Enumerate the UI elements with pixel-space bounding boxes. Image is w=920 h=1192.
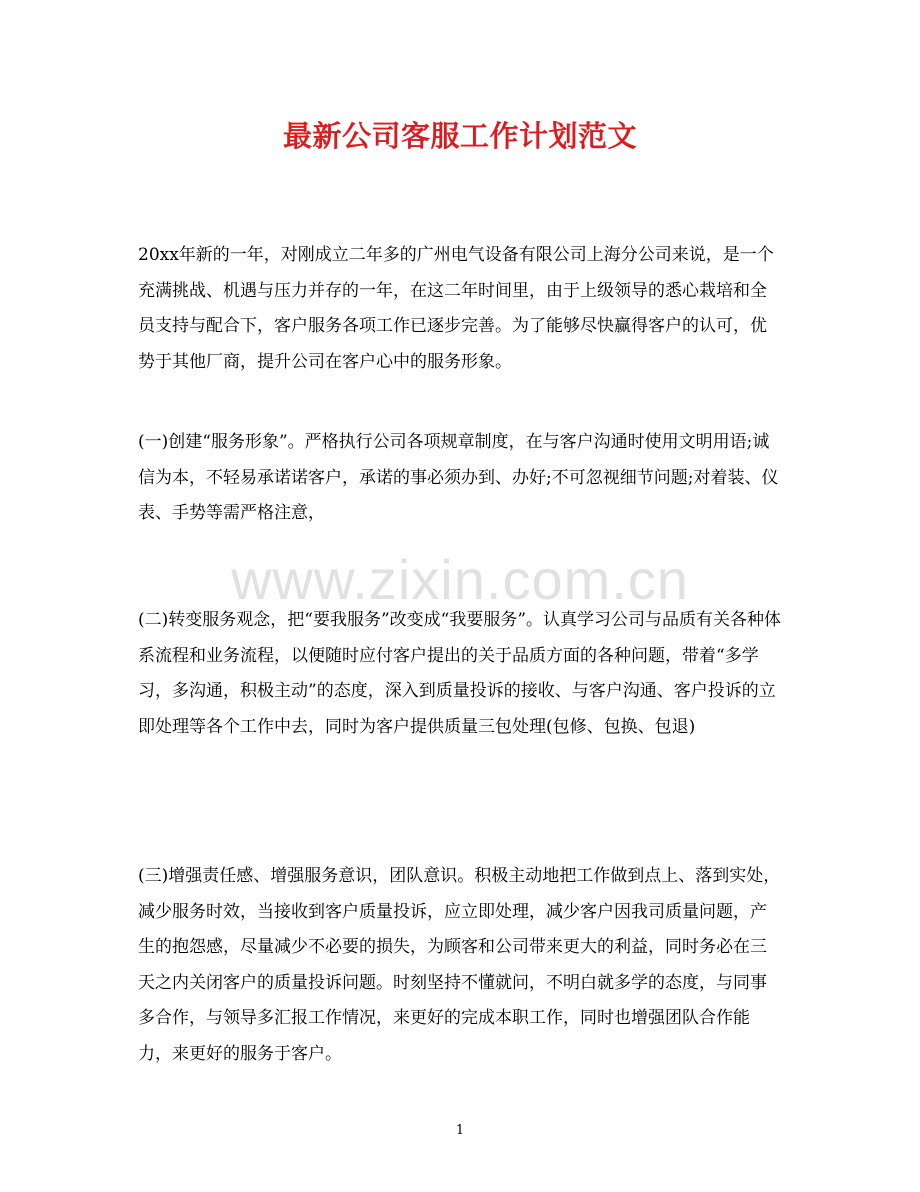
watermark: www.zixin.com.cn: [231, 548, 689, 611]
paragraph-intro: 20xx年新的一年，对刚成立二年多的广州电气设备有限公司上海分公司来说，是一个充满挑战、机遇与压力并存的一年，在这二年时间里，由于上级领导的悉心栽培和全员支持与配合下，客户服务各项工作已逐步完善。为了能够尽快赢得客户的认可，优势于其他厂商，提升公司在客户心中的服务形象。: [138, 245, 774, 372]
paragraph-section-1: (一)创建“服务形象”。严格执行公司各项规章制度，在与客户沟通时使用文明用语;诚信为本，不轻易承诺诺客户，承诺的事必须办到、办好;不可忽视细节问题;对着装、仪表、手势等需严格注意，: [138, 432, 779, 524]
paragraph-section-3: (三)增强责任感、增强服务意识，团队意识。积极主动地把工作做到点上、落到实处，减少服务时效，当接收到客户质量投诉，应立即处理，减少客户因我司质量问题，产生的抱怨感，尽量减少不必要的损失，为顾客和公司带来更大的利益，同时务必在三天之内关闭客户的质量投诉问题。时刻坚持不懂就问，不明白就多学的态度，与同事多合作，与领导多汇报工作情况，来更好的完成本职工作，同时也增强团队合作能力，来更好的服务于客户。: [138, 866, 781, 1064]
document-title: 最新公司客服工作计划范文: [282, 119, 637, 153]
page-number: 1: [455, 1123, 465, 1138]
paragraph-section-2: (二)转变服务观念，把“要我服务”改变成“我要服务”。认真学习公司与品质有关各种体系流程和业务流程，以便随时应付客户提出的关于品质方面的各种问题，带着“多学习，多沟通，积极主动”的态度，深入到质量投诉的接收、与客户沟通、客户投诉的立即处理等各个工作中去，同时为客户提供质量三包处理(包修、包换、包退): [138, 610, 782, 737]
